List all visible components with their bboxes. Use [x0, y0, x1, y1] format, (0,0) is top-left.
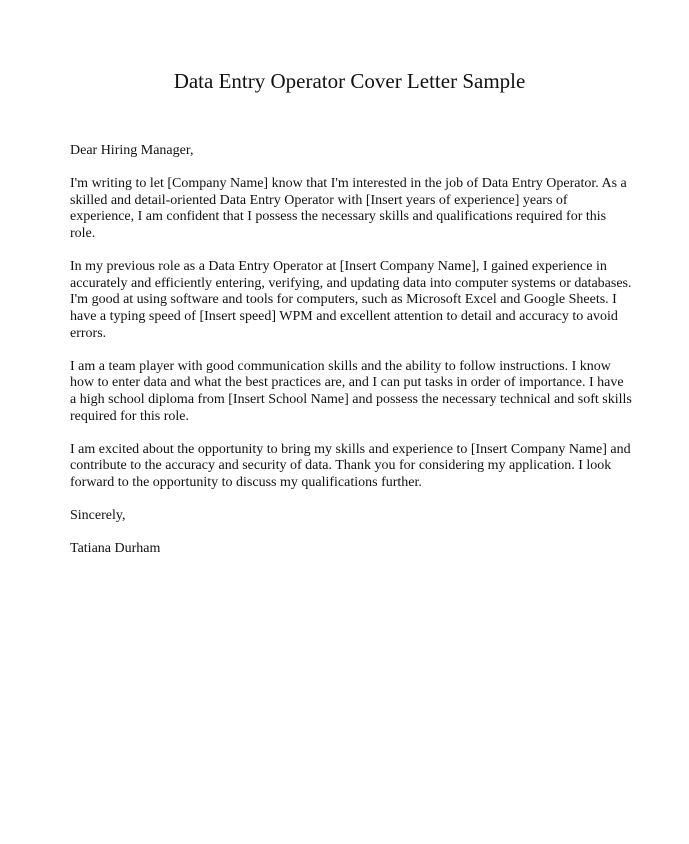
- paragraph-skills: I am a team player with good communication skills and the ability to follow instructions. I know how to enter data and what the best practices are, and I can put tasks in order of importance. I have a high school diploma from [Insert School Name] and possess the necessary technical and soft skills required for this role.: [70, 358, 632, 424]
- paragraph-experience: In my previous role as a Data Entry Operator at [Insert Company Name], I gained experience in accurately and efficiently entering, verifying, and updating data into computer systems or databases. I'm good at using software and tools for computers, such as Microsoft Excel and Google Sheets. I have a typing speed of [Insert speed] WPM and excellent attention to detail and accuracy to avoid errors.: [70, 259, 632, 341]
- closing: Sincerely,: [70, 508, 126, 524]
- letter-body: [70, 143, 632, 574]
- signature-name: Tatiana Durham: [70, 541, 161, 557]
- paragraph-closing-statement: I am excited about the opportunity to bring my skills and experience to [Insert Company Name] and contribute to the accuracy and security of data. Thank you for considering my application. I look forward to the opportunity to discuss my qualifications further.: [70, 441, 631, 490]
- paragraph-intro: I'm writing to let [Company Name] know that I'm interested in the job of Data Entry Operator. As a skilled and detail-oriented Data Entry Operator with [Insert years of experience] years of experience, I am confident that I possess the necessary skills and qualifications required for this role.: [70, 176, 627, 241]
- salutation: Dear Hiring Manager,: [70, 143, 194, 158]
- document-title: Data Entry Operator Cover Letter Sample: [173, 69, 526, 93]
